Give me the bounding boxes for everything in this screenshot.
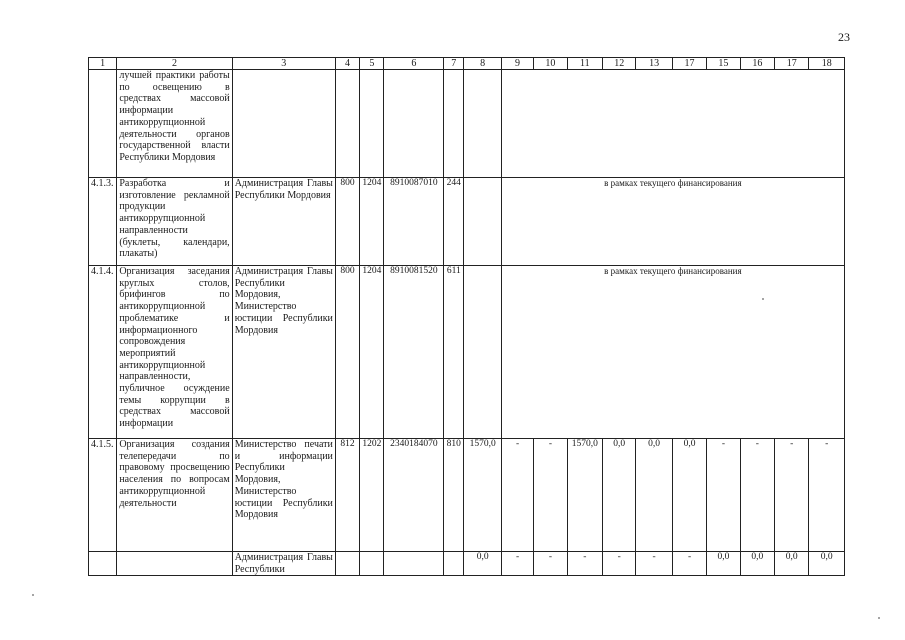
value-cell: - [740,439,774,552]
vr-cell: 611 [444,266,464,439]
grbs-cell: 812 [335,439,359,552]
value-cell: - [809,439,845,552]
value-cell: - [534,439,567,552]
value-cell: - [672,552,706,576]
value-cell: 0,0 [740,552,774,576]
value-cell: - [603,552,636,576]
value-cell: - [636,552,672,576]
vr-cell: 244 [444,178,464,266]
header-cell: 15 [707,58,740,70]
total-cell [464,178,501,266]
executor-cell: Администрация Главы Республики [232,552,335,576]
grbs-cell [335,70,359,178]
value-cell: - [501,552,533,576]
csr-cell [384,552,444,576]
header-cell: 8 [464,58,501,70]
value-cell: - [707,439,740,552]
header-cell: 9 [501,58,533,70]
table-row [89,70,845,178]
row-number-cell [89,552,117,576]
header-cell: 17 [775,58,809,70]
header-cell: 18 [809,58,845,70]
header-cell: 5 [360,58,384,70]
measure-description [117,552,232,576]
vr-cell [444,70,464,178]
executor-cell: Администрация Главы Республики Мордовия, Министерство юстиции Республики Мордовия [232,266,335,439]
grbs-cell: 800 [335,178,359,266]
measure-description: Разработка и изготовление рекламной продукции антикоррупционной направленности (буклеты, календари, плакаты) [117,178,232,266]
row-number-cell: 4.1.4. [89,266,117,439]
measure-description: Организация создания телепередачи по правовому просвещению населения по вопросам антикоррупционной деятельности [117,439,232,552]
rz-pr-cell [360,70,384,178]
executor-cell: Администрация Главы Республики Мордовия [232,178,335,266]
budget-table [88,57,845,576]
header-cell: 3 [232,58,335,70]
csr-cell: 2340184070 [384,439,444,552]
total-cell [464,70,501,178]
grbs-cell [335,552,359,576]
header-cell: 2 [117,58,232,70]
header-cell: 10 [534,58,567,70]
measure-description: лучшей практики работы по освещению в средствах массовой информации антикоррупционной деятельности органов государственной власти Республики Мордовия [117,70,232,178]
value-cell: 0,0 [603,439,636,552]
header-cell: 4 [335,58,359,70]
page-number: 23 [838,30,850,44]
value-cell: 0,0 [775,552,809,576]
rz-pr-cell: 1204 [360,178,384,266]
rz-pr-cell: 1204 [360,266,384,439]
header-cell: 6 [384,58,444,70]
value-cell: 1570,0 [464,439,501,552]
header-cell: 12 [603,58,636,70]
row-number-cell: 4.1.5. [89,439,117,552]
value-cell: 0,0 [672,439,706,552]
table-row [89,266,845,439]
row-number-cell [89,70,117,178]
executor-cell [232,70,335,178]
header-cell: 17 [672,58,706,70]
csr-cell: 8910087010 [384,178,444,266]
header-row [89,58,845,70]
csr-cell: 8910081520 [384,266,444,439]
value-cell: - [534,552,567,576]
csr-cell [384,70,444,178]
vr-cell [444,552,464,576]
years-cell [501,70,844,178]
row-number-cell: 4.1.3. [89,178,117,266]
value-cell: 0,0 [636,439,672,552]
value-cell: 0,0 [809,552,845,576]
funding-note: в рамках текущего финансирования [501,178,844,266]
header-cell: 11 [567,58,602,70]
funding-note: в рамках текущего финансирования [501,266,844,439]
table-row [89,178,845,266]
vr-cell: 810 [444,439,464,552]
header-cell: 16 [740,58,774,70]
scan-speck [762,298,764,300]
header-cell: 1 [89,58,117,70]
value-cell: - [567,552,602,576]
total-cell [464,266,501,439]
measure-description: Организация заседания круглых столов, брифингов по антикоррупционной проблематике и информационного сопровождения мероприятий антикоррупционной направленности, публичное осуждение темы коррупции в средствах массовой информации [117,266,232,439]
scan-speck [878,617,880,619]
value-cell: 0,0 [707,552,740,576]
value-cell: - [775,439,809,552]
value-cell: - [501,439,533,552]
rz-pr-cell [360,552,384,576]
executor-cell: Министерство печати и информации Республики Мордовия, Министерство юстиции Республики Мордовия [232,439,335,552]
value-cell: 0,0 [464,552,501,576]
value-cell: 1570,0 [567,439,602,552]
rz-pr-cell: 1202 [360,439,384,552]
scan-speck [32,594,34,596]
grbs-cell: 800 [335,266,359,439]
header-cell: 7 [444,58,464,70]
table-row [89,552,845,576]
header-cell: 13 [636,58,672,70]
table-row [89,439,845,552]
